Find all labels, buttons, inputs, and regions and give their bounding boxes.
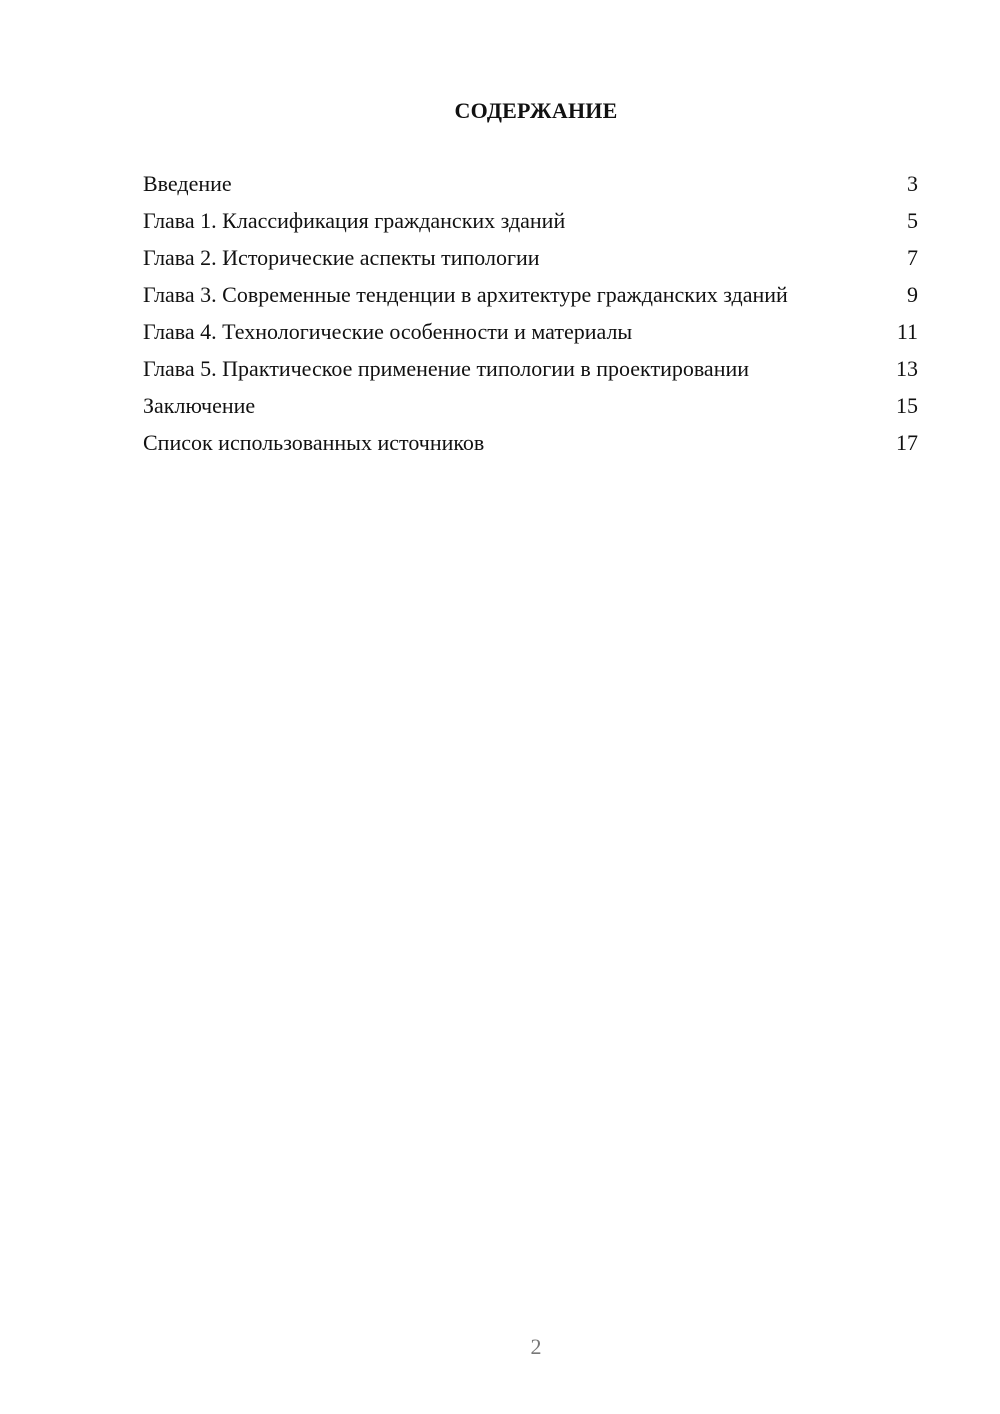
toc-entry-page: 13 — [896, 356, 918, 381]
toc-entry-references[interactable] — [143, 430, 918, 456]
toc-entry-introduction[interactable] — [143, 171, 918, 197]
toc-entry-page: 15 — [896, 393, 918, 418]
toc-entry-text: Глава 4. Технологические особенности и материалы — [143, 319, 633, 344]
toc-entry-page: 5 — [907, 208, 918, 233]
toc-entry-text: Глава 5. Практическое применение типологии в проектировании — [143, 356, 750, 381]
toc-entry-chapter-2[interactable] — [143, 245, 918, 271]
toc-entry-conclusion[interactable] — [143, 393, 918, 419]
page-number: 2 — [530, 1334, 542, 1359]
toc-entry-chapter-3[interactable] — [143, 282, 918, 308]
toc-entry-text: Глава 2. Исторические аспекты типологии — [143, 245, 540, 270]
toc-entry-page: 7 — [907, 245, 918, 270]
toc-entry-text: Глава 1. Классификация гражданских зданий — [143, 208, 566, 233]
toc-entry-page: 11 — [896, 319, 918, 344]
toc-entry-page: 3 — [907, 171, 918, 196]
toc-entry-chapter-5[interactable] — [143, 356, 918, 382]
toc-entry-page: 17 — [896, 430, 918, 455]
toc-entry-text: Введение — [143, 171, 232, 196]
toc-entry-chapter-4[interactable] — [143, 319, 918, 345]
table-of-contents — [143, 171, 918, 467]
toc-entry-chapter-1[interactable] — [143, 208, 918, 234]
toc-entry-page: 9 — [907, 282, 918, 307]
toc-entry-text: Глава 3. Современные тенденции в архитектуре гражданских зданий — [143, 282, 788, 307]
toc-entry-text: Список использованных источников — [143, 430, 485, 455]
toc-entry-text: Заключение — [143, 393, 256, 418]
page-title: СОДЕРЖАНИЕ — [454, 98, 618, 123]
